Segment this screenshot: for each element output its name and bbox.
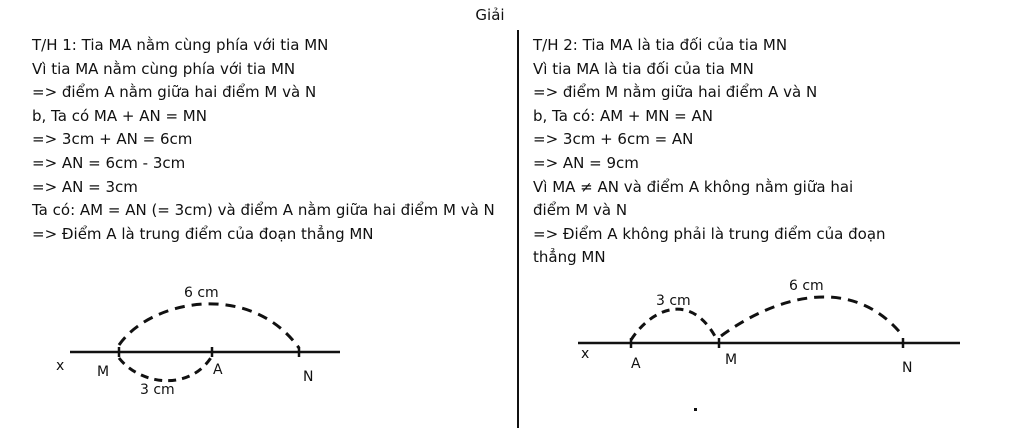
- case1-arc-mn: [119, 304, 299, 348]
- case1-label-m: M: [97, 364, 110, 380]
- case2-line: => 3cm + 6cm = AN: [533, 130, 694, 149]
- case1-line: => điểm A nằm giữa hai điểm M và N: [32, 83, 317, 102]
- case1-label-a: A: [213, 362, 223, 378]
- case1-line: => AN = 6cm - 3cm: [32, 153, 186, 172]
- case2-label-a: A: [631, 356, 641, 372]
- case1-label-n: N: [303, 369, 314, 385]
- case1-line: Vì tia MA nằm cùng phía với tia MN: [32, 59, 296, 78]
- case2-line: Vì MA ≠ AN và điểm A không nằm giữa hai: [533, 177, 854, 196]
- case2-label-n: N: [902, 360, 913, 376]
- case2-diagram: [578, 278, 960, 411]
- case1-line: => 3cm + AN = 6cm: [32, 130, 193, 149]
- case2-line: thẳng MN: [533, 248, 606, 267]
- case2-label-m: M: [725, 352, 738, 368]
- case2-line: => điểm M nằm giữa hai điểm A và N: [533, 83, 818, 102]
- case2-line: b, Ta có: AM + MN = AN: [533, 106, 713, 125]
- case1-label-ma-length: 3 cm: [140, 382, 175, 398]
- case1-line: b, Ta có MA + AN = MN: [32, 106, 207, 125]
- case2-line: => Điểm A không phải là trung điểm của đoạn: [533, 224, 886, 243]
- case2-label-mn-length: 6 cm: [789, 278, 824, 294]
- case2-line: Vì tia MA là tia đối của tia MN: [533, 59, 754, 78]
- case1-arc-ma: [119, 356, 212, 381]
- case1-label-mn-length: 6 cm: [184, 285, 219, 301]
- case2-arc-mn: [721, 297, 903, 336]
- case2-line: => AN = 9cm: [533, 153, 639, 172]
- case2-label-am-length: 3 cm: [656, 293, 691, 309]
- case2-line: T/H 2: Tia MA là tia đối của tia MN: [533, 36, 788, 54]
- case1-label-x: x: [56, 358, 65, 374]
- case1-diagram: [56, 285, 340, 398]
- page-title: Giải: [475, 6, 505, 24]
- case2-arc-am: [631, 309, 716, 340]
- case1-line: Ta có: AM = AN (= 3cm) và điểm A nằm giữa hai điểm M và N: [32, 201, 495, 220]
- stray-dot: [694, 408, 697, 411]
- case1-line: => Điểm A là trung điểm của đoạn thẳng MN: [32, 224, 374, 243]
- case2-line: điểm M và N: [533, 201, 628, 220]
- case2-label-x: x: [581, 346, 590, 362]
- case1-line: T/H 1: Tia MA nằm cùng phía với tia MN: [32, 36, 329, 54]
- case1-line: => AN = 3cm: [32, 177, 138, 196]
